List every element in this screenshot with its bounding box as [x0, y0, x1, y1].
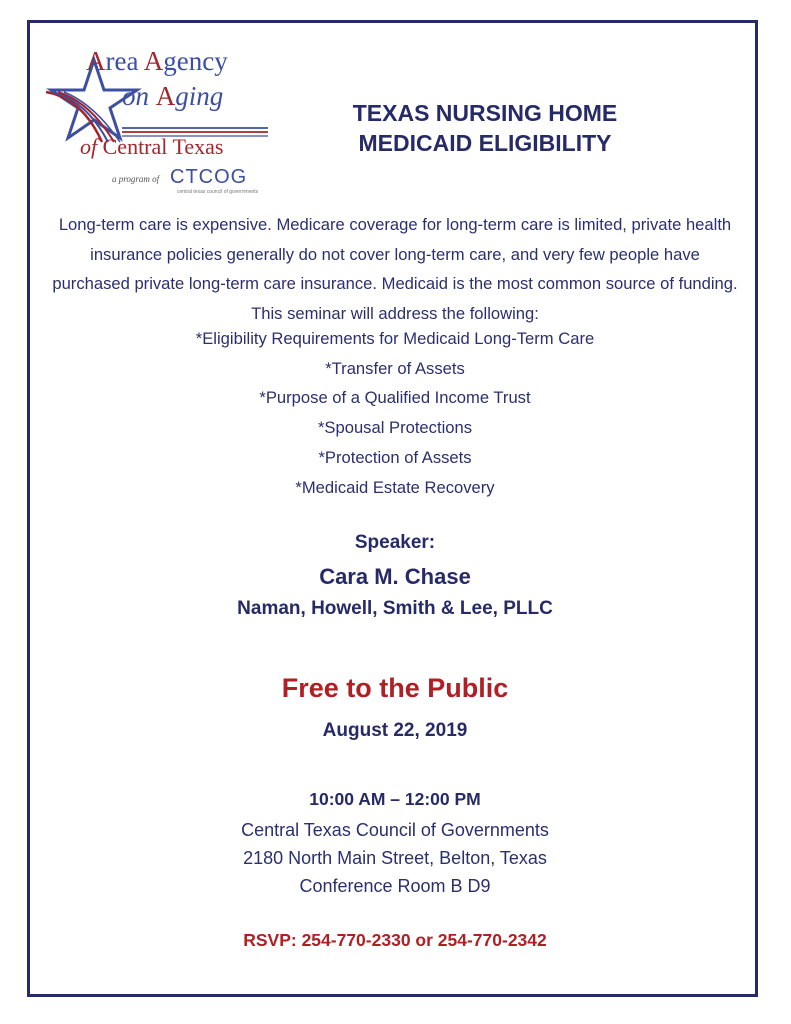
logo-line-1: Area Agency: [86, 46, 228, 76]
logo-program-text: a program of: [112, 174, 160, 184]
event-time: 10:00 AM – 12:00 PM: [309, 789, 481, 809]
ctcog-subtext: central texas council of governments: [177, 189, 259, 195]
speaker-firm: Naman, Howell, Smith & Lee, PLLC: [237, 598, 553, 619]
logo-line-2: on Aging: [122, 81, 224, 111]
topic-item: *Purpose of a Qualified Income Trust: [259, 388, 531, 408]
logo-line-3: of Central Texas: [80, 134, 224, 159]
topic-list: [50, 324, 740, 502]
topic-item: *Eligibility Requirements for Medicaid Long-Term Care: [195, 329, 595, 348]
event-date: August 22, 2019: [322, 720, 468, 741]
topic-item: *Spousal Protections: [317, 418, 473, 438]
rsvp-line: RSVP: 254-770-2330 or 254-770-2342: [243, 930, 547, 950]
page-title: [300, 98, 670, 158]
ctcog-logo-text: CTCOG: [170, 166, 248, 188]
speaker-name: Cara M. Chase: [319, 564, 471, 589]
event-address: [50, 816, 740, 900]
intro-paragraph: Long-term care is expensive. Medicare coverage for long-term care is limited, private health insurance policies generally do not cover long-term care, and very few people have purchased private long-term care insurance. Medicaid is the most common source of funding. This seminar will address the following:: [52, 215, 738, 323]
title-line-2: MEDICAID ELIGIBILITY: [358, 130, 612, 156]
title-line-1: TEXAS NURSING HOME: [352, 100, 618, 126]
topic-item: *Protection of Assets: [318, 447, 472, 467]
address-line: Central Texas Council of Governments: [241, 820, 549, 840]
topic-item: *Medicaid Estate Recovery: [295, 477, 495, 497]
area-agency-logo: [42, 38, 282, 198]
topic-item: *Transfer of Assets: [325, 358, 465, 378]
address-line: Conference Room B D9: [299, 876, 491, 896]
speaker-label: Speaker:: [354, 532, 436, 553]
free-to-public: Free to the Public: [281, 673, 509, 703]
address-line: 2180 North Main Street, Belton, Texas: [243, 848, 547, 868]
